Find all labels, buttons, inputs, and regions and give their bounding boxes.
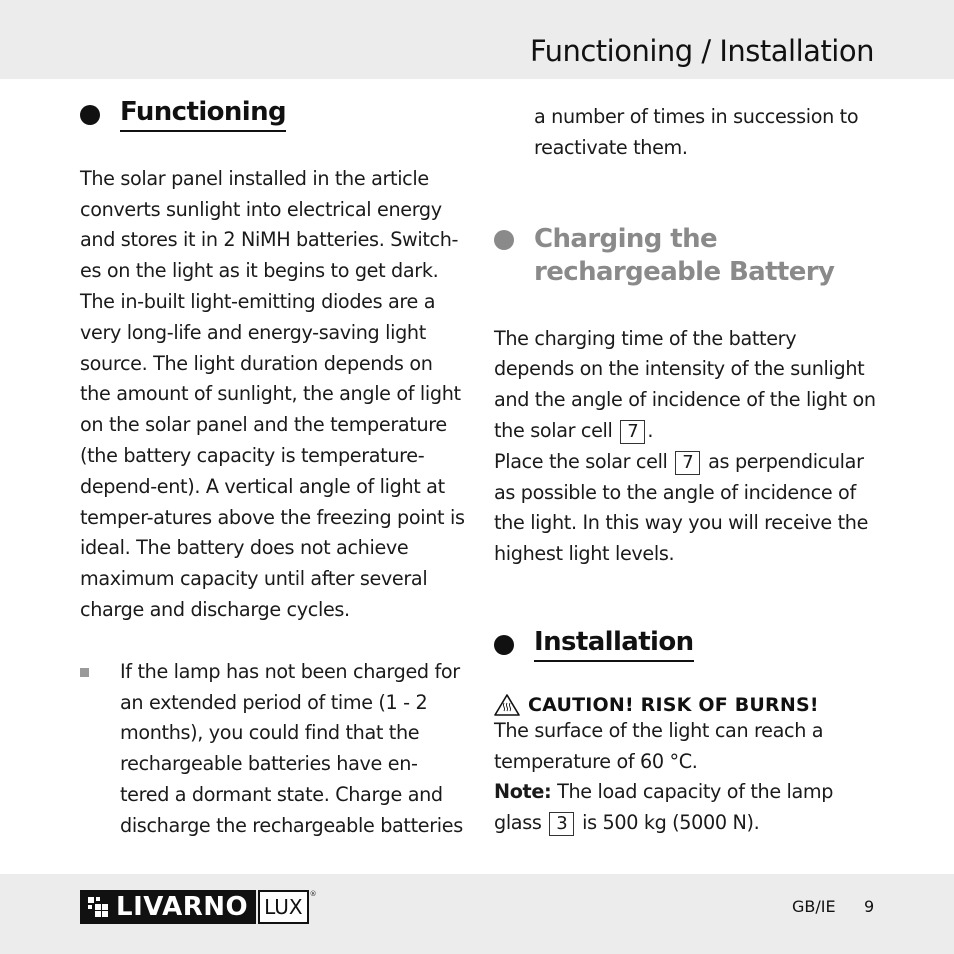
charging-p2-end: as perpendicular as possible to the angle of incidence of the light. In this way you will receive the highest light levels.	[494, 449, 869, 566]
charging-heading-line2: rechargeable Battery	[534, 256, 835, 287]
livarno-lux-logo	[80, 890, 317, 924]
page-title: Functioning / Installation	[529, 34, 874, 68]
logo-brand-text: LIVARNO	[116, 892, 249, 922]
registered-mark: ®	[309, 890, 317, 898]
logo-lux	[258, 890, 309, 924]
functioning-heading	[80, 98, 465, 132]
installation-heading-text: Installation	[534, 628, 694, 662]
caution-line	[494, 694, 879, 716]
functioning-heading-text: Functioning	[120, 98, 286, 132]
dormant-battery-list-item	[80, 657, 465, 842]
caution-text: The surface of the light can reach a temperature of 60 °C.	[494, 718, 824, 773]
caution-heading: CAUTION! RISK OF BURNS!	[528, 693, 819, 716]
logo-main	[80, 890, 256, 924]
ref-lamp-glass: 3	[549, 812, 574, 836]
functioning-paragraph: The solar panel installed in the article converts sunlight into electrical energy and stores it in 2 NiMH batteries. Switch-es on the light as it begins to get dark. The in-built light-emitting diodes are a very long-life and energy-saving light source. The light duration depends on the amount of sunlight, the angle of light on the solar panel and the temperature (the battery capacity is temperature-depend-ent). A vertical angle of light at temper-atures above the freezing point is ideal. The battery does not achieve maximum capacity until after several charge and discharge cycles.	[80, 166, 465, 622]
note-end: is 500 kg (5000 N).	[582, 811, 760, 835]
charging-paragraph-2	[494, 447, 879, 570]
ref-solar-cell: 7	[675, 451, 700, 475]
list-item-text: If the lamp has not been charged for an extended period of time (1 - 2 months), you could find that the rechargeable batteries have en-tered a dormant state. Charge and discharge the rechargeable batteries	[120, 659, 463, 837]
left-column	[80, 98, 465, 842]
logo-lux-text: LUX	[264, 895, 303, 919]
bullet-dot-icon	[494, 230, 514, 250]
charging-p1-end: .	[647, 418, 654, 442]
charging-heading-line1: Charging the	[534, 223, 718, 254]
bullet-dot-icon	[80, 105, 100, 125]
page-number: 9	[864, 897, 875, 916]
hot-surface-warning-icon	[494, 694, 520, 716]
installation-heading	[494, 628, 879, 662]
footer-region: GB/IE	[792, 897, 836, 916]
note-paragraph	[494, 777, 879, 839]
charging-heading-text	[534, 224, 834, 290]
bullet-dot-icon	[494, 635, 514, 655]
square-bullet-icon	[80, 668, 89, 677]
list-item-continuation: a number of times in succession to reactivate them.	[534, 105, 859, 159]
logo-squares-icon	[88, 897, 108, 917]
ref-solar-cell: 7	[620, 420, 645, 444]
charging-paragraph-1	[494, 324, 879, 447]
charging-heading	[494, 224, 879, 290]
note-text: The load capacity of the lamp glass	[494, 780, 834, 835]
note-label: Note:	[494, 780, 552, 804]
right-column	[494, 102, 879, 839]
charging-p1-text: The charging time of the battery depends on the intensity of the sunlight and the angle of incidence of the light on the solar cell	[494, 326, 876, 442]
charging-p2-text: Place the solar cell	[494, 449, 668, 473]
